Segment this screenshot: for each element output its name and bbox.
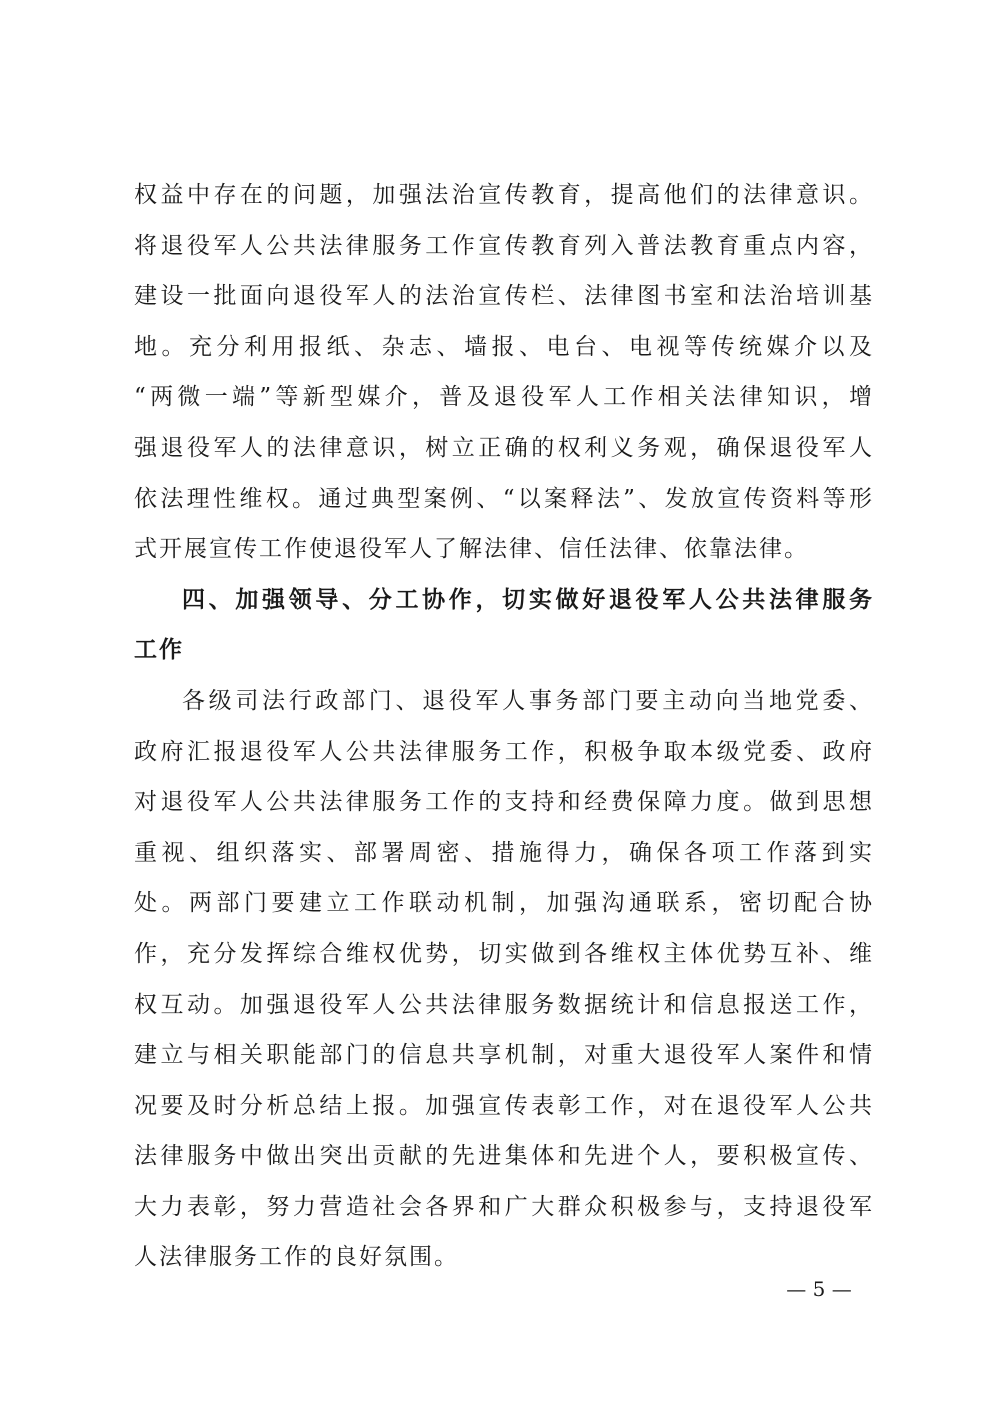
- text-line: 法律服务中做出突出贡献的先进集体和先进个人，要积极宣传、: [134, 1143, 874, 1170]
- text-line: 式开展宣传工作使退役军人了解法律、信任法律、依靠法律。: [134, 536, 809, 563]
- text-line: 权益中存在的问题，加强法治宣传教育，提高他们的法律意识。: [134, 182, 874, 208]
- text-line: 政府汇报退役军人公共法律服务工作，积极争取本级党委、政府: [134, 738, 874, 765]
- text-line: 将退役军人公共法律服务工作宣传教育列入普法教育重点内容，: [134, 232, 874, 259]
- text-line: 强退役军人的法律意识，树立正确的权利义务观，确保退役军人: [134, 434, 874, 461]
- text-line: 权互动。加强退役军人公共法律服务数据统计和信息报送工作，: [134, 991, 874, 1018]
- text-line: 建设一批面向退役军人的法治宣传栏、法律图书室和法治培训基: [134, 283, 874, 310]
- document-body: [134, 170, 874, 1283]
- text-line: 建立与相关职能部门的信息共享机制，对重大退役军人案件和情: [134, 1042, 874, 1069]
- section-heading-continued: 工作: [134, 636, 184, 664]
- text-line: 人法律服务工作的良好氛围。: [134, 1244, 459, 1271]
- text-line: 大力表彰，努力营造社会各界和广大群众积极参与，支持退役军: [134, 1193, 874, 1220]
- text-line: “两微一端”等新型媒介，普及退役军人工作相关法律知识，增: [134, 384, 874, 411]
- text-line: 地。充分利用报纸、杂志、墙报、电台、电视等传统媒介以及: [134, 333, 874, 360]
- text-line: 依法理性维权。通过典型案例、“以案释法”、发放宣传资料等形: [134, 485, 874, 512]
- text-line: 对退役军人公共法律服务工作的支持和经费保障力度。做到思想: [134, 789, 874, 816]
- text-line: 各级司法行政部门、退役军人事务部门要主动向当地党委、: [182, 687, 874, 714]
- text-line: 况要及时分析总结上报。加强宣传表彰工作，对在退役军人公共: [134, 1092, 874, 1119]
- text-line: 处。两部门要建立工作联动机制，加强沟通联系，密切配合协: [134, 890, 874, 917]
- section-heading: 四、加强领导、分工协作，切实做好退役军人公共法律服务: [182, 585, 874, 613]
- text-line: 作，充分发挥综合维权优势，切实做到各维权主体优势互补、维: [134, 940, 874, 967]
- text-line: 重视、组织落实、部署周密、措施得力，确保各项工作落到实: [134, 839, 874, 866]
- page-number: — 5 —: [786, 1277, 852, 1301]
